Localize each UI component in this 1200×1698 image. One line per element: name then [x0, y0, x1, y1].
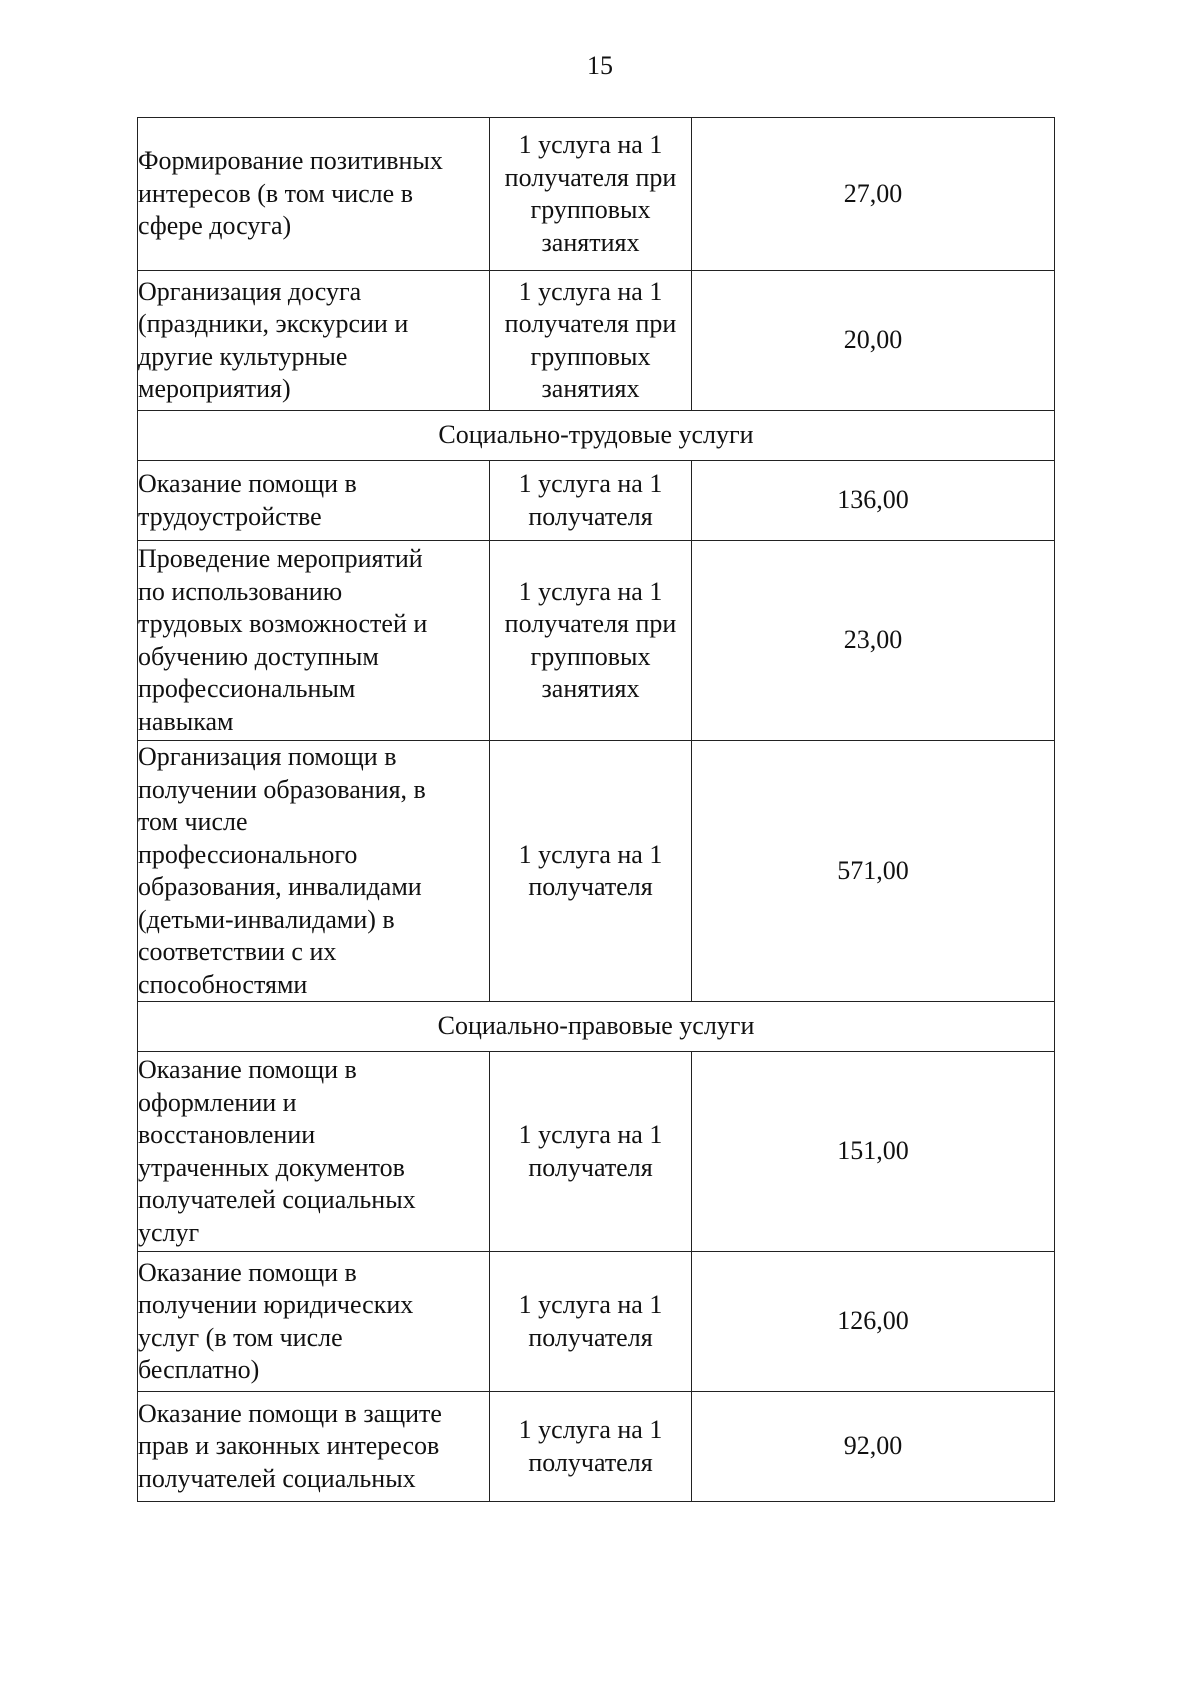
- service-name-line: трудовых возможностей и: [138, 609, 428, 638]
- service-row: [138, 1252, 1055, 1392]
- service-name-line: бесплатно): [138, 1355, 260, 1384]
- service-name-line: получателей социальных: [138, 1185, 416, 1214]
- service-unit-line: 1 услуга на 1: [518, 1120, 663, 1149]
- service-name-line: (праздники, экскурсии и: [138, 309, 409, 338]
- service-price-cell: 23,00: [692, 541, 1055, 741]
- service-row: [138, 1392, 1055, 1502]
- service-unit-line: занятиях: [541, 374, 640, 403]
- service-name-line: сфере досуга): [138, 211, 292, 241]
- page-number: 15: [587, 51, 613, 80]
- service-unit-cell: [490, 461, 692, 541]
- service-name-line: Организация помощи в: [138, 742, 397, 771]
- service-name-line: услуг: [138, 1217, 200, 1247]
- service-unit-cell: [490, 118, 692, 271]
- service-price-cell: 126,00: [692, 1252, 1055, 1392]
- service-unit-line: 1 услуга на 1: [518, 1290, 663, 1319]
- service-price-cell: 571,00: [692, 741, 1055, 1002]
- service-unit-cell: [490, 1252, 692, 1392]
- service-unit-line: занятиях: [541, 227, 640, 257]
- service-name-line: соответствии с их: [138, 937, 337, 966]
- service-name-cell: [138, 461, 490, 541]
- service-name-line: Проведение мероприятий: [138, 544, 423, 573]
- service-row: [138, 541, 1055, 741]
- service-name-line: Оказание помощи в защите: [138, 1398, 442, 1428]
- service-name-line: утраченных документов: [138, 1152, 405, 1182]
- service-name-line: образования, инвалидами: [138, 872, 422, 901]
- services-price-table: [137, 117, 1055, 1502]
- service-name-line: Формирование позитивных: [138, 146, 443, 176]
- service-name-cell: [138, 1392, 490, 1502]
- service-name-line: мероприятия): [138, 374, 291, 403]
- service-unit-line: групповых: [530, 341, 651, 371]
- service-row: [138, 1052, 1055, 1252]
- service-unit-line: 1 услуга на 1: [518, 469, 663, 498]
- service-name-line: Организация досуга: [138, 276, 362, 306]
- service-row: [138, 461, 1055, 541]
- service-name-line: получении юридических: [138, 1290, 414, 1319]
- table-body: [138, 118, 1055, 1502]
- service-price-cell: 20,00: [692, 271, 1055, 411]
- service-name-line: другие культурные: [138, 341, 348, 371]
- service-price-cell: 92,00: [692, 1392, 1055, 1502]
- service-name-cell: [138, 271, 490, 411]
- service-unit-line: получателя: [528, 1152, 653, 1182]
- service-name-line: Оказание помощи в: [138, 469, 357, 498]
- service-unit-line: получателя: [528, 1447, 653, 1477]
- service-price-cell: 27,00: [692, 118, 1055, 271]
- service-unit-line: получателя при: [504, 609, 677, 638]
- service-unit-line: получателя: [528, 1322, 653, 1352]
- service-unit-cell: [490, 271, 692, 411]
- service-unit-cell: [490, 541, 692, 741]
- service-name-line: том числе: [138, 807, 248, 836]
- service-name-line: оформлении и: [138, 1087, 297, 1117]
- service-name-cell: [138, 541, 490, 741]
- service-name-line: услуг (в том числе: [138, 1322, 343, 1352]
- service-unit-line: 1 услуга на 1: [518, 576, 663, 606]
- service-name-line: интересов (в том числе в: [138, 178, 413, 208]
- service-name-line: навыкам: [138, 706, 234, 736]
- service-unit-line: получателя при: [504, 162, 677, 192]
- service-unit-cell: [490, 741, 692, 1002]
- section-header-row: [138, 411, 1055, 461]
- service-name-line: получателей социальных: [138, 1463, 416, 1493]
- service-name-line: обучению доступным: [138, 641, 379, 671]
- section-title: Социально-правовые услуги: [138, 1002, 1055, 1052]
- service-unit-line: 1 услуга на 1: [518, 1415, 663, 1444]
- service-name-line: по использованию: [138, 576, 343, 606]
- section-title: Социально-трудовые услуги: [138, 411, 1055, 461]
- service-unit-cell: [490, 1392, 692, 1502]
- service-row: [138, 271, 1055, 411]
- service-unit-line: получателя при: [504, 309, 677, 338]
- service-name-cell: [138, 1252, 490, 1392]
- service-name-line: Оказание помощи в: [138, 1055, 357, 1084]
- service-name-line: профессионального: [138, 839, 358, 869]
- service-unit-line: 1 услуга на 1: [518, 130, 663, 159]
- service-price-cell: 136,00: [692, 461, 1055, 541]
- service-name-line: восстановлении: [138, 1120, 316, 1149]
- service-name-line: прав и законных интересов: [138, 1431, 440, 1461]
- section-header-row: [138, 1002, 1055, 1052]
- service-unit-line: 1 услуга на 1: [518, 839, 663, 869]
- service-name-cell: [138, 741, 490, 1002]
- service-unit-line: групповых: [530, 195, 651, 224]
- service-unit-line: занятиях: [541, 674, 640, 703]
- service-name-line: Оказание помощи в: [138, 1257, 357, 1287]
- service-unit-cell: [490, 1052, 692, 1252]
- service-unit-line: получателя: [528, 501, 653, 531]
- service-name-line: способностями: [138, 969, 308, 999]
- service-name-line: получении образования, в: [138, 774, 426, 804]
- service-name-line: трудоустройстве: [138, 501, 322, 531]
- service-unit-line: получателя: [528, 872, 653, 901]
- service-unit-line: групповых: [530, 641, 651, 671]
- service-name-line: профессиональным: [138, 674, 356, 703]
- service-row: [138, 741, 1055, 1002]
- service-row: [138, 118, 1055, 271]
- service-name-line: (детьми-инвалидами) в: [138, 904, 395, 934]
- service-name-cell: [138, 1052, 490, 1252]
- service-price-cell: 151,00: [692, 1052, 1055, 1252]
- service-name-cell: [138, 118, 490, 271]
- service-unit-line: 1 услуга на 1: [518, 276, 663, 306]
